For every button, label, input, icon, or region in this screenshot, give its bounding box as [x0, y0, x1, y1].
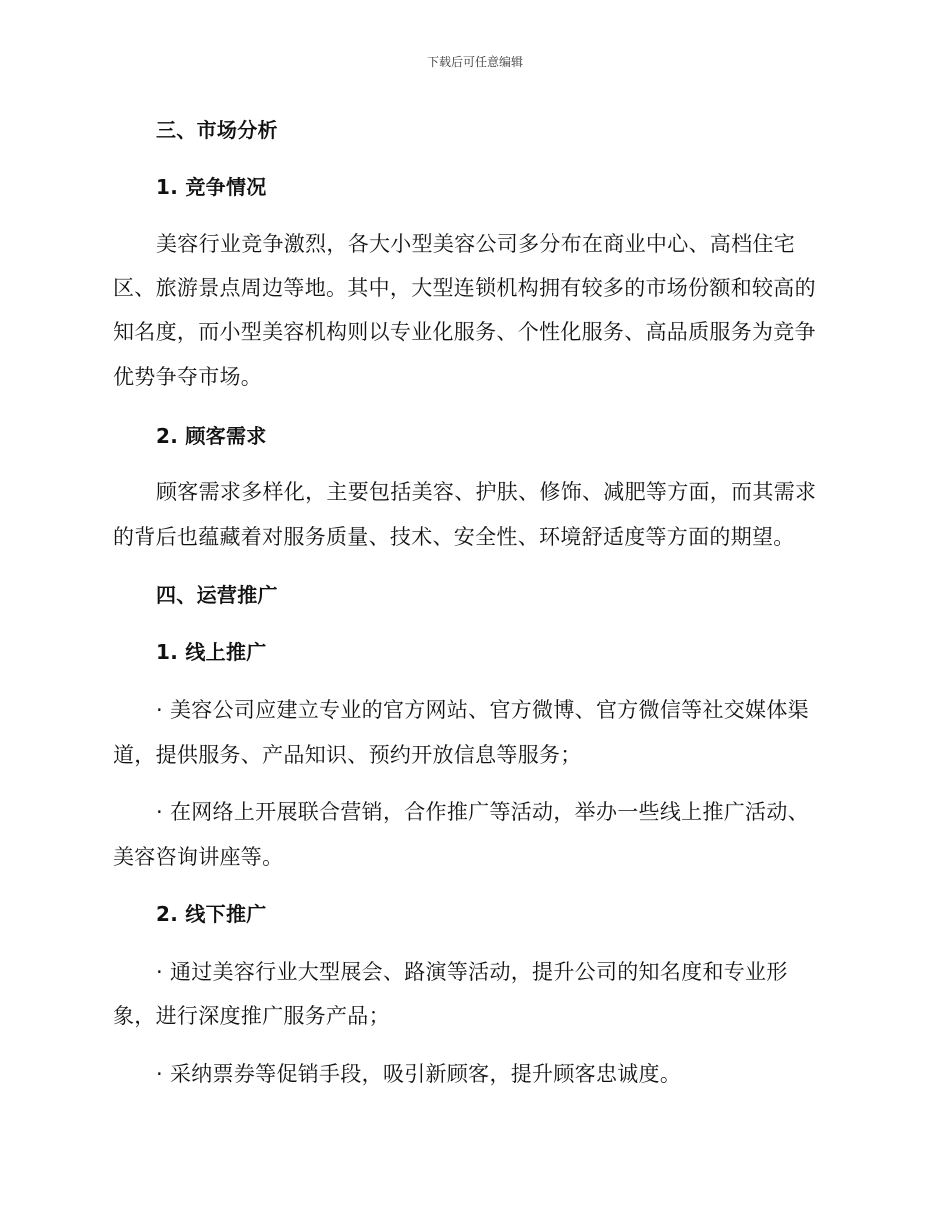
paragraph-line: 顾客需求多样化，主要包括美容、护肤、修饰、减肥等方面，而其需求: [156, 480, 817, 504]
subsection-heading: 1. 线上推广: [156, 640, 267, 664]
paragraph-line: 的背后也蕴藏着对服务质量、技术、安全性、环境舒适度等方面的期望。: [113, 525, 795, 549]
paragraph-line: 区、旅游景点周边等地。其中，大型连锁机构拥有较多的市场份额和较高的: [113, 276, 816, 300]
paragraph-line: 优势争夺市场。: [113, 365, 263, 389]
page-header: 下载后可任意编辑: [426, 55, 523, 69]
paragraph-line: 道，提供服务、产品知识、预约开放信息等服务；: [113, 743, 582, 767]
paragraph-line: 知名度，而小型美容机构则以专业化服务、个性化服务、高品质服务为竞争: [113, 320, 816, 344]
subsection-heading: 2. 线下推广: [156, 902, 267, 926]
paragraph-line: 象，进行深度推广服务产品；: [113, 1004, 390, 1028]
bullet-line: · 美容公司应建立专业的官方网站、官方微博、官方微信等社交媒体渠: [156, 698, 809, 722]
section-heading: 四、运营推广: [156, 583, 278, 607]
bullet-line: · 通过美容行业大型展会、路演等活动，提升公司的知名度和专业形: [156, 960, 788, 984]
paragraph-line: 美容咨询讲座等。: [113, 845, 284, 869]
bullet-line: · 在网络上开展联合营销，合作推广等活动，举办一些线上推广活动、: [156, 800, 809, 824]
paragraph-line: 美容行业竞争激烈，各大小型美容公司多分布在商业中心、高档住宅: [156, 232, 795, 256]
bullet-line: · 采纳票券等促销手段，吸引新顾客，提升顾客忠诚度。: [156, 1062, 682, 1086]
subsection-heading: 1. 竞争情况: [156, 175, 267, 199]
section-heading: 三、市场分析: [156, 118, 278, 142]
subsection-heading: 2. 顾客需求: [156, 424, 267, 448]
